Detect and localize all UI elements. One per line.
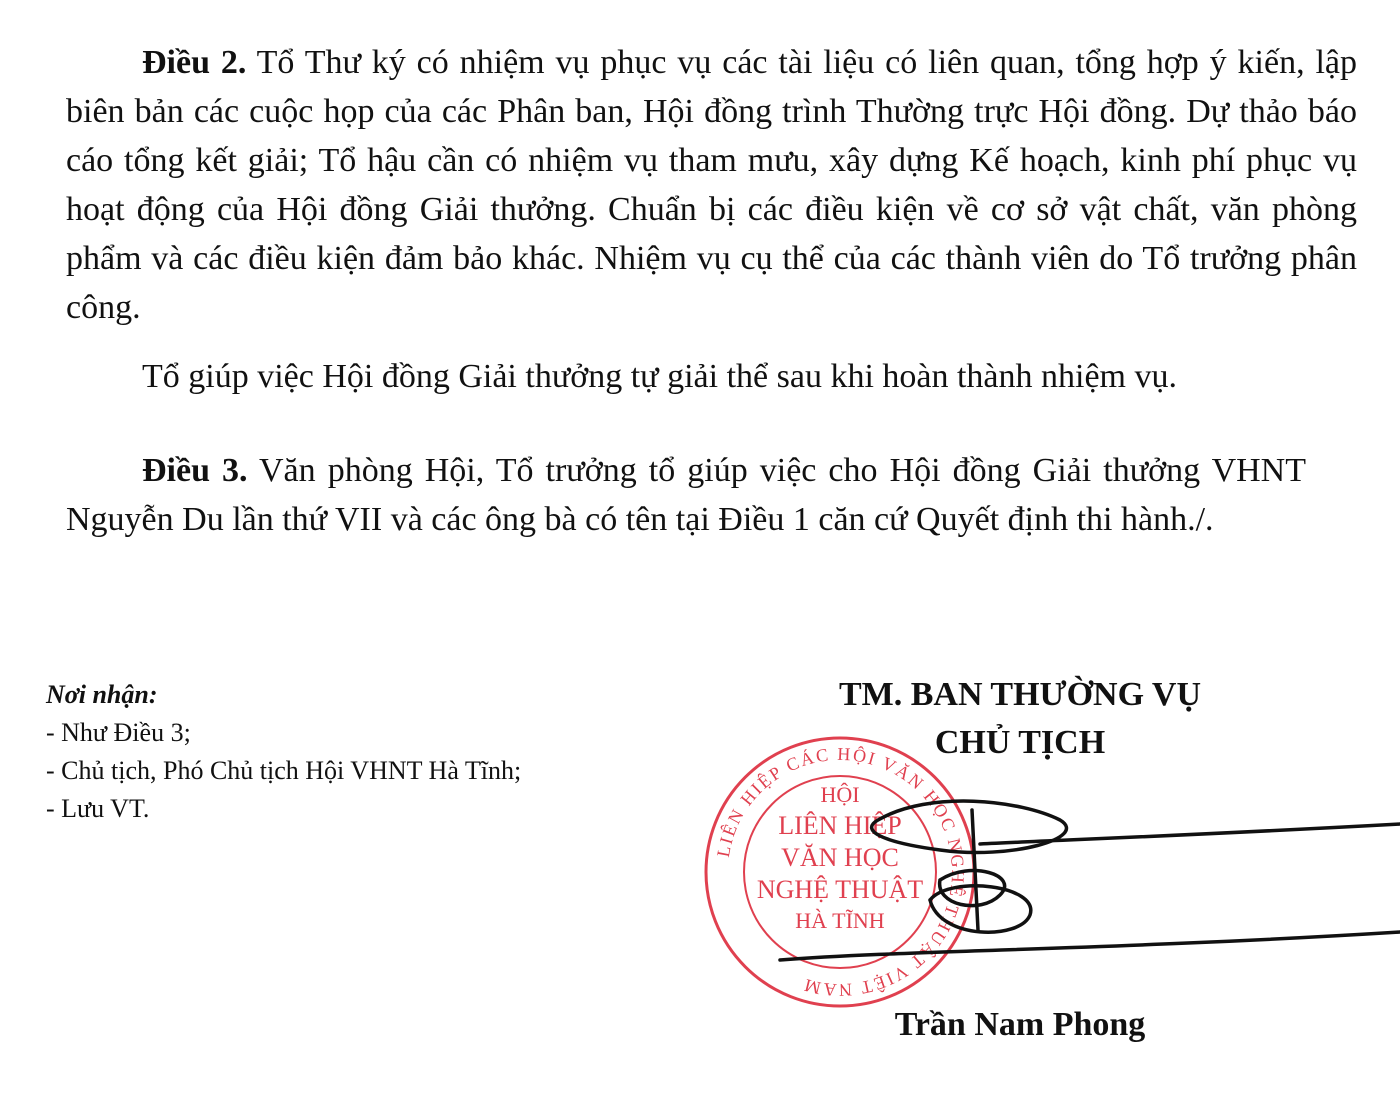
- article-3-text: Văn phòng Hội, Tổ trưởng tổ giúp việc cho Hội đồng Giải thưởng VHNT Nguyễn Du lần thứ VII và các ông bà có tên tại Điều 1 căn cứ Quyết định thi hành./.: [66, 452, 1306, 538]
- article-2-paragraph: [66, 38, 1357, 332]
- stamp-line: LIÊN HIỆP: [778, 811, 902, 840]
- stamp-line: HỘI: [820, 782, 860, 807]
- article-2-text: Tổ Thư ký có nhiệm vụ phục vụ các tài liệu có liên quan, tổng hợp ý kiến, lập biên bản các cuộc họp của các Phân ban, Hội đồng trình Thường trực Hội đồng. Dự thảo báo cáo tổng kết giải; Tổ hậu cần có nhiệm vụ tham mưu, xây dựng Kế hoạch, kinh phí phục vụ hoạt động của Hội đồng Giải thưởng. Chuẩn bị các điều kiện về cơ sở vật chất, văn phòng phẩm và các điều kiện đảm bảo khác. Nhiệm vụ cụ thể của các thành viên do Tổ trưởng phân công.: [66, 44, 1357, 326]
- article-3-label: Điều 3.: [142, 452, 248, 489]
- recipient-item: - Chủ tịch, Phó Chủ tịch Hội VHNT Hà Tĩnh;: [46, 756, 522, 785]
- dissolve-paragraph: Tổ giúp việc Hội đồng Giải thưởng tự giải thể sau khi hoàn thành nhiệm vụ.: [142, 358, 1178, 395]
- signature-role: CHỦ TỊCH: [934, 724, 1106, 761]
- recipients-heading: Nơi nhận:: [46, 680, 158, 709]
- signer-name: Trần Nam Phong: [894, 1006, 1146, 1043]
- stamp-line: HÀ TĨNH: [795, 908, 885, 933]
- article-2-label: Điều 2.: [142, 44, 247, 81]
- article-3-paragraph: [66, 446, 1306, 544]
- handwritten-signature: [760, 780, 1400, 980]
- stamp-ring-text: LIÊN HIỆP CÁC HỘI VĂN HỌC NGHỆ THUẬT VIỆT NAM: [712, 743, 969, 1001]
- stamp-line: NGHỆ THUẬT: [756, 875, 924, 904]
- recipient-item: - Như Điều 3;: [46, 718, 191, 747]
- signature-org: TM. BAN THƯỜNG VỤ: [838, 676, 1202, 713]
- recipients-block: [46, 676, 521, 828]
- recipient-item: - Lưu VT.: [46, 794, 150, 823]
- stamp-line: VĂN HỌC: [781, 843, 899, 872]
